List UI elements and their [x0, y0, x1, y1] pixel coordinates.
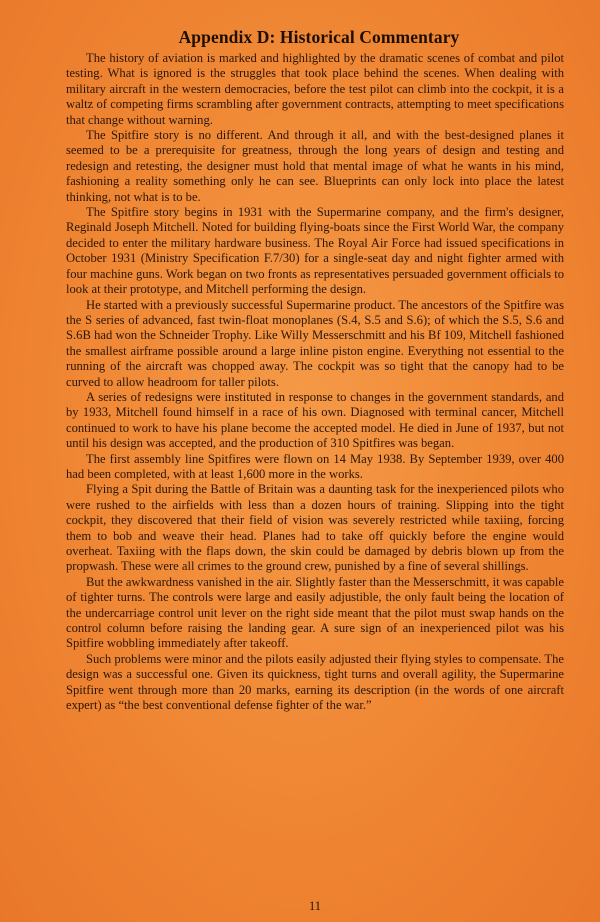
paragraph-1: The history of aviation is marked and highlighted by the dramatic scenes of combat and pilot testing. What is ignored is the struggles that took place behind the scenes. When dealing with military aircraft in the western democracies, before the test pilot can climb into the cockpit, it is a waltz of competing firms scrambling after government contracts, attempting to meet specifications that change without warning. — [66, 51, 564, 127]
paragraph-4: He started with a previously successful Supermarine product. The ancestors of the Spitfire was the S series of advanced, fast twin-float monoplanes (S.4, S.5 and S.6); of which the S.5, S.6 and S.6B had won the Schneider Trophy. Like Willy Messerschmitt and his Bf 109, Mitchell fashioned the smallest airframe possible around a large inline piston engine. Everything not essential to the running of the aircraft was chopped away. The cockpit was so tight that the canopy had to be curved to allow headroom for taller pilots. — [66, 297, 564, 389]
paragraph-3: The Spitfire story begins in 1931 with the Supermarine company, and the firm's designer, Reginald Joseph Mitchell. Noted for building flying-boats since the First World War, the company decided to enter the military hardware business. The Royal Air Force had issued specifications in October 1931 (Ministry Specification F.7/30) for a single-seat day and night fighter armed with four machine guns. Work began on two fronts as representatives persuaded government officials to look at their prototype, and Mitchell performing the design. — [66, 205, 564, 297]
paragraph-2: The Spitfire story is no different. And through it all, and with the best-designed planes it seemed to be a prerequisite for greatness, through the long years of design and testing and redesign and retesting, the designer must hold that mental image of what he wants in his mind, fashioning a reality something only he can see. Blueprints can only lock into place the latest thinking, not what is to be. — [66, 128, 564, 204]
paragraph-8: But the awkwardness vanished in the air. Slightly faster than the Messerschmitt, it was capable of tighter turns. The controls were large and easily adjustible, the only fault being the location of the undercarriage control unit lever on the right side meant that the pilot must swap hands on the control column before raising the landing gear. A sure sign of an inexperienced pilot was his Spitfire wobbling immediately after takeoff. — [66, 574, 564, 651]
page-number: 11 — [308, 899, 322, 913]
paragraph-5: A series of redesigns were instituted in response to changes in the government standards, and by 1933, Mitchell found himself in a race of his own. Diagnosed with terminal cancer, Mitchell continued to work to have his plane become the accepted model. He died in June of 1937, but not until his design was accepted, and the production of 310 Spitfires was began. — [66, 389, 564, 451]
paragraph-9: Such problems were minor and the pilots easily adjusted their flying styles to compensate. The design was a successful one. Given its quickness, tight turns and overall agility, the Supermarine Spitfire went through more than 20 marks, earning its description (in the words of one aircraft expert) as “the best conventional defense fighter of the war.” — [66, 651, 564, 713]
paragraph-6: The first assembly line Spitfires were flown on 14 May 1938. By September 1939, over 400 had been completed, with at least 1,600 more in the works. — [66, 451, 564, 481]
page-title: Appendix D: Historical Commentary — [178, 27, 460, 47]
document-page — [66, 26, 564, 913]
paragraph-7: Flying a Spit during the Battle of Britain was a daunting task for the inexperienced pilots who were rushed to the airfields with less than a dozen hours of training. Slipping into the tight cockpit, they discovered that their field of vision was severely restricted while taxiing, forcing them to bob and weave their head. Planes had to take off quickly before the engine would overheat. Taxiing with the flaps down, the skin could be damaged by debris blown up from the propwash. These were all crimes to the ground crew, punished by a fine of several shillings. — [66, 482, 564, 574]
article-body — [66, 51, 564, 713]
